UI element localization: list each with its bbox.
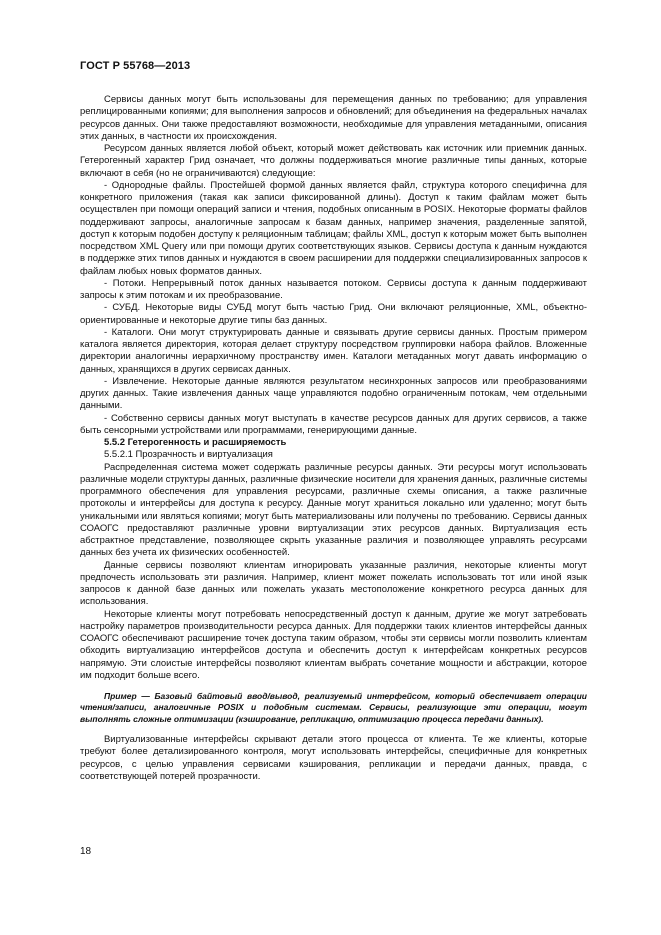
section-heading: 5.5.2 Гетерогенность и расширяемость	[104, 437, 287, 448]
paragraph: Некоторые клиенты могут потребовать непосредственный доступ к данным, другие же могут затребовать настройку параметров производительности ресурса данных. Для поддержки таких клиентов интерфейсы данных СОАОГС обеспечивают расширение точек доступа таким образом, чтобы эти сервисы могли позволить клиентам обходить виртуализацию интерфейсов доступа и обеспечить доступ к интерфейсам конкретных ресурсов напрямую. Эти слоистые интерфейсы позволяют клиентам выбрать сочетание мощности и абстракции, которое им подходит больше всего.	[80, 608, 587, 681]
list-item: - Каталоги. Они могут структурировать данные и связывать другие сервисы данных. Простым примером каталога является директория, которая делает структуру посредством группировки набора файлов. Вложенные директории аналогичны иерархичному пространству имен. Каталоги метаданных могут давать информацию о данных, хранящихся в других сервисах данных.	[80, 326, 587, 375]
list-item: - СУБД. Некоторые виды СУБД могут быть частью Грид. Они включают реляционные, XML, объектно-ориентированные и некоторые другие типы баз данных.	[80, 302, 587, 326]
paragraph: Ресурсом данных является любой объект, который может действовать как источник или приемник данных. Гетерогенный характер Грид означает, что должны поддерживаться многие различные типы данных, которые включают в себя (но не ограничиваются) следующие:	[80, 143, 587, 179]
list-item: - Однородные файлы. Простейшей формой данных является файл, структура которого специфична для конкретного приложения (такая как записи фиксированной длины). Доступ к таким файлам может быть осуществлен при помощи операций записи и чтения, подобных описанным в POSIX. Некоторые форматы файлов поддерживают запросы, аналогичные запросам к базам данных, например значения, разделенные запятой, доступ к которым подобен доступу к реляционным таблицам; файлы XML, доступ к которым может быть выполнен посредством XML Query или при помощи других соответствующих языков. Сервисы доступа к данным нуждаются в поддержке этих типов данных и нуждаются в своем расширении для поддержки специализированных запросов к файлам любых новых форматов данных.	[80, 179, 587, 277]
list-item: - Извлечение. Некоторые данные являются результатом несинхронных запросов или преобразованиями других данных. Такие извлечения данных чаще управляются подобно ограниченным потокам, чем отдельными данными.	[80, 375, 587, 412]
list-item: - Потоки. Непрерывный поток данных называется потоком. Сервисы доступа к данным поддерживают запросы к этим потокам и их преобразование.	[80, 277, 587, 301]
document-header: ГОСТ Р 55768—2013	[80, 60, 191, 72]
subsection-heading: 5.5.2.1 Прозрачность и виртуализация	[104, 449, 273, 461]
paragraph: Данные сервисы позволяют клиентам игнорировать указанные различия, некоторые клиенты могут предпочесть использовать эти различия. Например, клиент может пожелать использовать тот или иной язык запросов к данной базе данных или пожелать указать местоположение конкретного ресурса данных для использования.	[80, 559, 587, 608]
page-number: 18	[80, 846, 92, 857]
paragraph: Распределенная система может содержать различные ресурсы данных. Эти ресурсы могут использовать различные модели структуры данных, различные физические носители для хранения данных, различные системы программного обеспечения для управления ресурсами, различные схемы описания, а также различные протоколы и интерфейсы для доступа к ресурсу. Данные могут храниться локально или удаленно; могут быть уникальными или являться копиями; могут быть материализованы или получены по требованию. Сервисы данных СОАОГС предоставляют различные уровни виртуализации этих ресурсов данных. Виртуализация есть абстрактное представление, позволяющее скрыть указанные различия и позволяющее управлять ресурсами данных без учета их физических особенностей.	[80, 461, 587, 559]
document-body	[80, 94, 587, 783]
list-item: - Собственно сервисы данных могут выступать в качестве ресурсов данных для других сервисов, а также быть сенсорными устройствами или программами, генерирующими данные.	[80, 412, 587, 436]
paragraph: Сервисы данных могут быть использованы для перемещения данных по требованию; для управления реплицированными копиями; для выполнения запросов и обновлений; для объединения на федеральных началах ресурсов данных. Они также предоставляют возможности, необходимые для управления метаданными, описания этих данных, в частности их происхождения.	[80, 94, 587, 142]
paragraph: Виртуализованные интерфейсы скрывают детали этого процесса от клиента. Те же клиенты, которые требуют более детализированного контроля, могут использовать интерфейсы, специфичные для конкретных ресурсов, с целью управления сервисами кэширования, репликации и передачи данных, правда, с соответствующей потерей прозрачности.	[80, 734, 587, 782]
example-note: Пример — Базовый байтовый ввод/вывод, реализуемый интерфейсом, который обеспечивает операции чтения/записи, аналогичные POSIX и подобным системам. Сервисы, реализующие эти операции, могут выполнять сложные оптимизации (кэширование, репликацию, оптимизацию процесса передачи данных).	[80, 691, 587, 724]
